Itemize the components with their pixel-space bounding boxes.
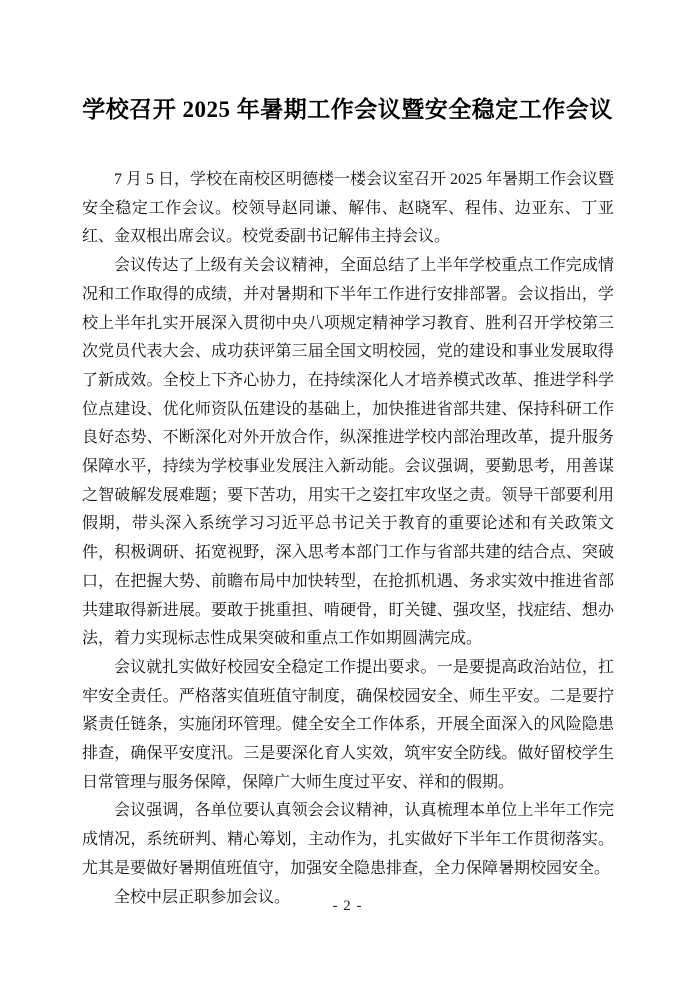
paragraph-3: 会议就扎实做好校园安全稳定工作提出要求。一是要提高政治站位，扛牢安全责任。严格落实值班值守制度，确保校园安全、师生平安。二是要拧紧责任链条，实施闭环管理。健全安全工作体系，开展全面深入的风险隐患排查，确保平安度汛。三是要深化育人实效，筑牢安全防线。做好留校学生日常管理与服务保障，保障广大师生度过平安、祥和的假期。: [82, 658, 614, 791]
paragraph-1: 7 月 5 日，学校在南校区明德楼一楼会议室召开 2025 年暑期工作会议暨安全稳定工作会议。校领导赵同谦、解伟、赵晓军、程伟、边亚东、丁亚红、金双根出席会议。校党委副书记解伟主持会议。: [82, 171, 615, 246]
document-title: 学校召开 2025 年暑期工作会议暨安全稳定工作会议: [82, 97, 613, 122]
paragraph-4: 会议强调，各单位要认真领会会议精神，认真梳理本单位上半年工作完成情况，系统研判、精心筹划，主动作为，扎实做好下半年工作贯彻落实。尤其是要做好暑期值班值守，加强安全隐患排查，全力保障暑期校园安全。: [82, 802, 614, 877]
document-body: [82, 166, 614, 912]
paragraph-5: 全校中层正职参加会议。: [114, 888, 291, 906]
paragraph-2: 会议传达了上级有关会议精神，全面总结了上半年学校重点工作完成情况和工作取得的成绩，并对暑期和下半年工作进行安排部署。会议指出，学校上半年扎实开展深入贯彻中央八项规定精神学习教育、胜利召开学校第三次党员代表大会、成功获评第三届全国文明校园，党的建设和事业发展取得了新成效。全校上下齐心协力，在持续深化人才培养模式改革、推进学科学位点建设、优化师资队伍建设的基础上，加快推进省部共建、保持科研工作良好态势、不断深化对外开放合作，纵深推进学校内部治理改革，提升服务保障水平，持续为学校事业发展注入新动能。会议强调，要勤思考，用善谋之智破解发展难题；要下苦功，用实干之姿扛牢攻坚之责。领导干部要利用假期，带头深入系统学习习近平总书记关于教育的重要论述和有关政策文件，积极调研、拓宽视野，深入思考本部门工作与省部共建的结合点、突破口，在把握大势、前瞻布局中加快转型，在抢抓机遇、务求实效中推进省部共建取得新进展。要敢于挑重担、啃硬骨，盯关键、强攻坚，找症结、想办法，着力实现标志性成果突破和重点工作如期圆满完成。: [82, 257, 614, 648]
page-number: - 2 -: [332, 898, 363, 914]
